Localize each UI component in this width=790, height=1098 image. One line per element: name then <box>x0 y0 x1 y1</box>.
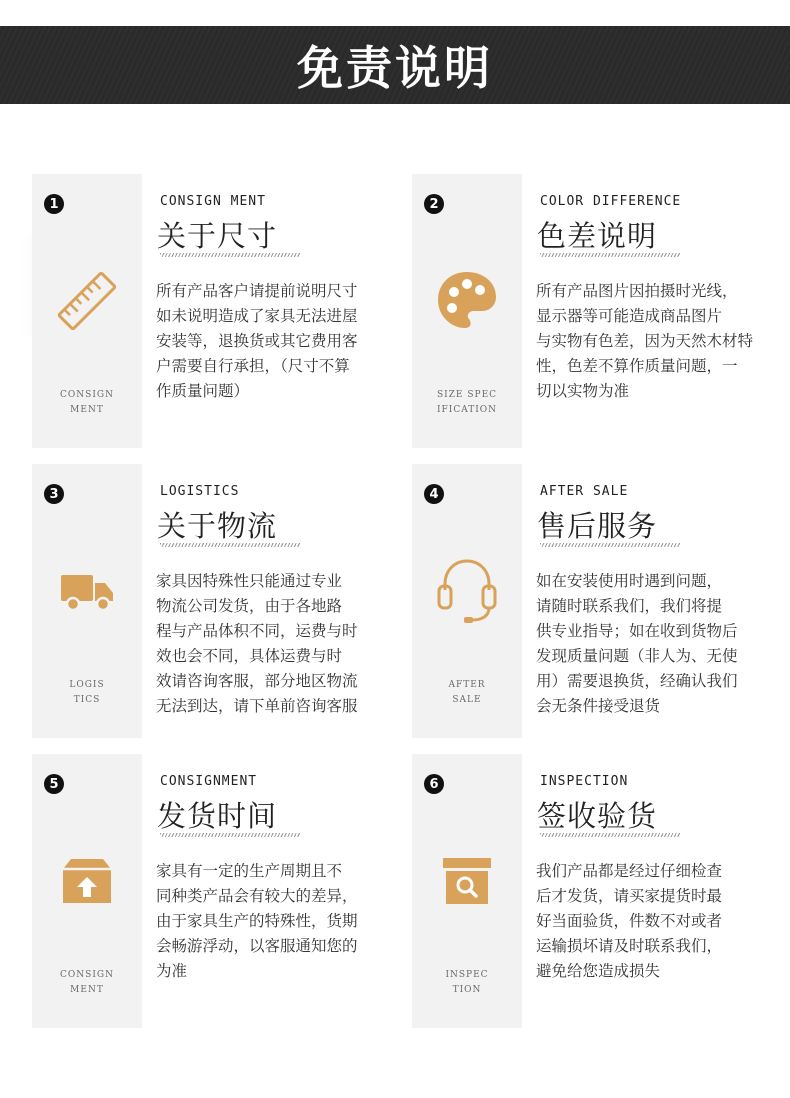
card-description: 家具因特殊性只能通过专业 物流公司发货，由于各地路 程与产品体积不同，运费与时 效也会不同，具体运费与时 效请咨询客服，部分地区物流 无法到达，请下单前咨询客服 <box>156 572 358 715</box>
side-label: LOGIS TICS <box>69 680 105 705</box>
side-label: AFTER SALE <box>448 680 486 705</box>
card-inspection <box>412 754 790 1030</box>
card-number-badge: 5 <box>44 774 64 794</box>
card-chinese-title: 关于物流 <box>157 509 278 543</box>
box-search-icon <box>432 846 502 916</box>
card-description: 如在安装使用时遇到问题， 请随时联系我们，我们将提 供专业指导；如在收到货物后 发现质量问题（非人为、无使 用）需要退换货，经确认我们 会无条件接受退货 <box>536 572 738 715</box>
card-side-panel <box>412 754 522 1028</box>
card-description: 所有产品客户请提前说明尺寸 如未说明造成了家具无法进屋 安装等，退换货或其它费用客 户需要自行承担，（尺寸不算 作质量问题） <box>156 282 358 400</box>
card-side-panel <box>32 754 142 1028</box>
card-logistics <box>32 464 412 740</box>
side-label: INSPEC TION <box>445 970 489 995</box>
card-chinese-title: 关于尺寸 <box>157 219 278 253</box>
title-underline <box>160 833 300 837</box>
truck-icon <box>52 556 122 626</box>
palette-icon <box>432 266 502 336</box>
card-number-badge: 2 <box>424 194 444 214</box>
side-label: SIZE SPEC IFICATION <box>436 390 498 415</box>
card-size <box>32 174 412 450</box>
card-chinese-title: 售后服务 <box>537 509 658 543</box>
page-title: 免责说明 <box>297 41 493 95</box>
card-description: 所有产品图片因拍摄时光线， 显示器等可能造成商品图片 与实物有色差，因为天然木材特 性，色差不算作质量问题，一 切以实物为准 <box>536 282 754 400</box>
card-description: 家具有一定的生产周期且不 同种类产品会有较大的差异， 由于家具生产的特殊性，货期 会畅游浮动，以客服通知您的 为准 <box>156 862 358 980</box>
card-after-sale <box>412 464 790 740</box>
card-chinese-title: 色差说明 <box>537 219 658 253</box>
card-english-title: AFTER SALE <box>540 484 629 499</box>
card-chinese-title: 签收验货 <box>537 799 658 833</box>
side-label: CONSIGN MENT <box>60 970 114 995</box>
title-underline <box>160 253 300 257</box>
card-shipping-time <box>32 754 412 1030</box>
card-number-badge: 4 <box>424 484 444 504</box>
card-english-title: LOGISTICS <box>160 484 240 499</box>
ruler-icon <box>52 266 122 336</box>
title-underline <box>160 543 300 547</box>
card-number-badge: 1 <box>44 194 64 214</box>
card-english-title: CONSIGNMENT <box>160 774 258 789</box>
card-color <box>412 174 790 450</box>
headset-icon <box>432 556 502 626</box>
card-side-panel <box>32 464 142 738</box>
card-description: 我们产品都是经过仔细检查 后才发货，请买家提货时最 好当面验货，件数不对或者 运输损坏请及时联系我们， 避免给您造成损失 <box>536 862 723 980</box>
card-english-title: INSPECTION <box>540 774 629 789</box>
title-underline <box>540 253 680 257</box>
card-number-badge: 3 <box>44 484 64 504</box>
box-upload-icon <box>52 846 122 916</box>
card-side-panel <box>412 464 522 738</box>
card-side-panel <box>32 174 142 448</box>
card-chinese-title: 发货时间 <box>157 799 278 833</box>
title-underline <box>540 543 680 547</box>
card-english-title: CONSIGN MENT <box>160 194 266 209</box>
side-label: CONSIGN MENT <box>60 390 114 415</box>
header-banner <box>0 26 790 104</box>
card-english-title: COLOR DIFFERENCE <box>540 194 682 209</box>
card-side-panel <box>412 174 522 448</box>
card-number-badge: 6 <box>424 774 444 794</box>
title-underline <box>540 833 680 837</box>
